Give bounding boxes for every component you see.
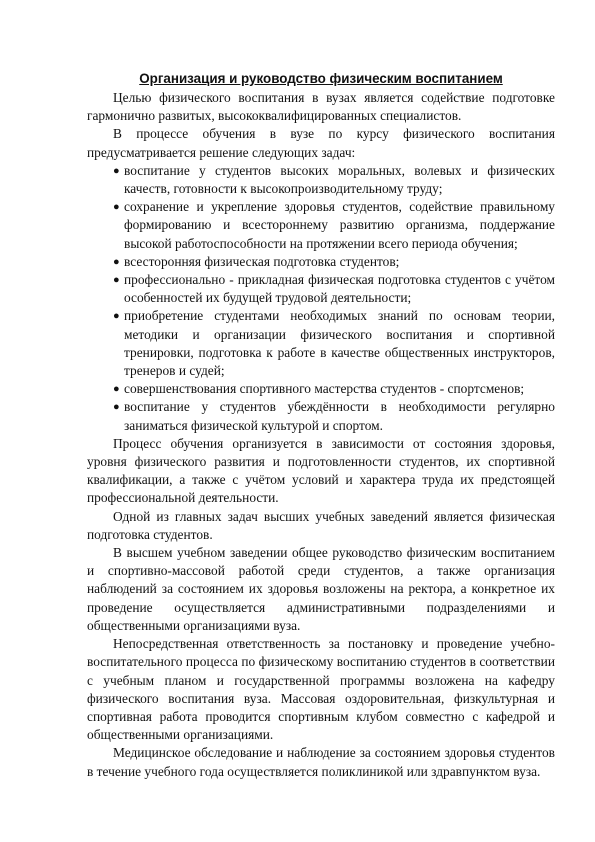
task-item xyxy=(113,198,555,253)
body-paragraph-1: Процесс обучения организуется в зависимости от состояния здоровья, уровня физического развития и подготовленности студентов, их спортивной квалификации, а также с учётом условий и характера труда их предстоящей профессиональной деятельности. xyxy=(87,435,555,506)
task-text: воспитание у студентов высоких моральных, волевых и физических качеств, готовности к высокопроизводительному труду; xyxy=(124,162,555,197)
bullet-icon: ● xyxy=(113,274,120,287)
bullet-icon: ● xyxy=(113,401,120,414)
intro-paragraph-2: В процессе обучения в вузе по курсу физического воспитания предусматривается решение следующих задач: xyxy=(87,126,555,160)
task-text: приобретение студентами необходимых знаний по основам теории, методики и организации физического воспитания и спортивной тренировки, подготовка к работе в качестве общественных инструкторов, тренеров и судей; xyxy=(124,308,555,379)
task-text: сохранение и укрепление здоровья студентов, содействие правильному формированию и всестороннему развитию организма, поддержание высокой работоспособности на протяжении всего периода обучения; xyxy=(124,199,555,251)
bullet-icon: ● xyxy=(113,164,120,177)
bullet-icon: ● xyxy=(113,383,120,396)
bullet-icon: ● xyxy=(113,201,120,214)
bullet-icon: ● xyxy=(113,255,120,268)
intro-paragraph-1: Целью физического воспитания в вузах является содействие подготовке гармонично развитых, высококвалифицированных специалистов. xyxy=(87,90,555,124)
task-item xyxy=(113,380,555,398)
tasks-list xyxy=(87,162,555,435)
task-item xyxy=(113,307,555,380)
task-item xyxy=(113,398,555,434)
task-text: совершенствования спортивного мастерства студентов - спортсменов; xyxy=(124,381,525,397)
task-text: всесторонняя физическая подготовка студентов; xyxy=(124,253,400,269)
document-page xyxy=(87,70,555,781)
body-paragraph-3: В высшем учебном заведении общее руководство физическим воспитанием и спортивно-массовой работой среди студентов, а также организация наблюдений за состоянием их здоровья возложены на ректора, а конкретное их проведение осуществляется административными подразделениями и общественными организациями вуза. xyxy=(87,545,555,633)
body-paragraph-2: Одной из главных задач высших учебных заведений является физическая подготовка студентов. xyxy=(87,508,555,542)
task-item xyxy=(113,162,555,198)
task-item xyxy=(113,253,555,271)
task-item xyxy=(113,271,555,307)
body-paragraph-4: Непосредственная ответственность за постановку и проведение учебно-воспитательного процесса по физическому воспитанию студентов в соответствии с учебным планом и государственной программы возложена на кафедру физического воспитания вуза. Массовая оздоровительная, физкультурная и спортивная работа проводится спортивным клубом совместно с кафедрой и общественными организациями. xyxy=(87,636,555,743)
body-paragraph-5: Медицинское обследование и наблюдение за состоянием здоровья студентов в течение учебного года осуществляется поликлиникой или здравпунктом вуза. xyxy=(87,745,555,779)
task-text: профессионально - прикладная физическая подготовка студентов с учётом особенностей их будущей трудовой деятельности; xyxy=(124,272,555,306)
bullet-icon: ● xyxy=(113,310,120,323)
document-title: Организация и руководство физическим воспитанием xyxy=(139,71,503,86)
task-text: воспитание у студентов убеждённости в необходимости регулярно заниматься физической культурой и спортом. xyxy=(124,399,555,433)
